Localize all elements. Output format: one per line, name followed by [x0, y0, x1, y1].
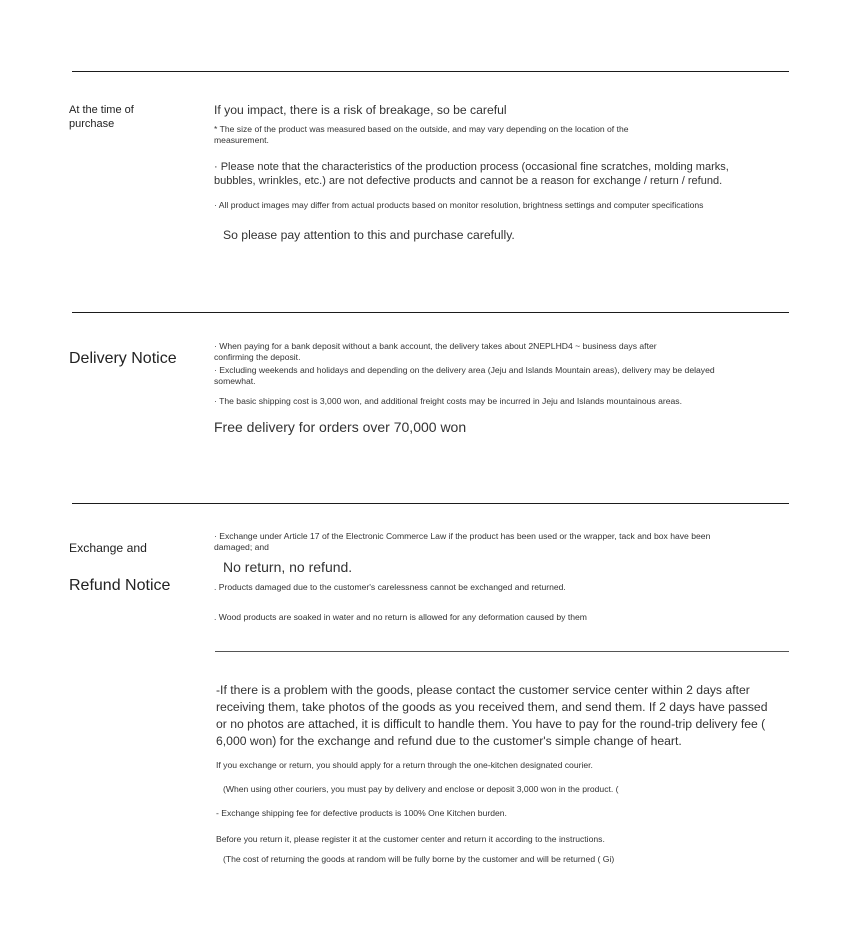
free-delivery-note: Free delivery for orders over 70,000 won — [214, 419, 467, 435]
characteristics-note: · Please note that the characteristics of the production process (occasional fine scratches, molding marks, bubbles, wrinkles, etc.) are not defective products and cannot be a reason for exchange / return / refund. — [214, 161, 729, 187]
exchange-label-line2: Refund Notice — [69, 577, 171, 594]
cost-random-note: (The cost of returning the goods at random will be fully borne by the customer and will be returned ( Gi) — [223, 854, 615, 864]
section-divider-delivery — [72, 312, 789, 313]
section-divider-top — [72, 71, 789, 72]
size-note: * The size of the product was measured based on the outside, and may vary depending on the location of the measurement. — [214, 124, 629, 145]
defective-fee-note: - Exchange shipping fee for defective products is 100% One Kitchen burden. — [216, 808, 507, 818]
bank-deposit-note: · When paying for a bank deposit without a bank account, the delivery takes about 2NEPLHD4 ~ business days after confirming the deposit. — [214, 341, 657, 362]
carelessness-note: . Products damaged due to the customer's carelessness cannot be exchanged and returned. — [214, 582, 566, 592]
no-return-note: No return, no refund. — [223, 559, 353, 575]
purchase-label-line2: purchase — [69, 118, 115, 130]
purchase-carefully-note: So please pay attention to this and purchase carefully. — [223, 228, 515, 242]
exchange-inner-divider — [215, 651, 789, 652]
exchange-label-line1: Exchange and — [69, 541, 147, 555]
delivery-section-label: Delivery Notice — [69, 350, 177, 367]
weekends-note: · Excluding weekends and holidays and depending on the delivery area (Jeju and Islands Mountain areas), delivery may be delayed somewhat. — [214, 365, 715, 386]
shipping-cost-note: · The basic shipping cost is 3,000 won, and additional freight costs may be incurred in Jeju and Islands mountainous areas. — [214, 396, 682, 406]
register-note: Before you return it, please register it at the customer center and return it according to the instructions. — [216, 834, 605, 844]
article17-note: · Exchange under Article 17 of the Electronic Commerce Law if the product has been used or the wrapper, tack and box have been damaged; and — [214, 531, 711, 552]
purchase-section-label — [69, 103, 189, 131]
wood-note: . Wood products are soaked in water and no return is allowed for any deformation caused by them — [214, 612, 587, 622]
breakage-warning: If you impact, there is a risk of breakage, so be careful — [214, 103, 507, 117]
courier-note: If you exchange or return, you should apply for a return through the one-kitchen designated courier. — [216, 760, 593, 770]
problem-note: -If there is a problem with the goods, please contact the customer service center within 2 days after receiving them, take photos of the goods as you received them, and send them. If 2 days have passed or no photos are attached, it is difficult to handle them. You have to pay for the round-trip delivery fee ( 6,000 won) for the exchange and refund due to the customer's simple change of heart. — [216, 683, 768, 748]
purchase-label-line1: At the time of — [69, 104, 134, 116]
section-divider-exchange — [72, 503, 789, 504]
other-couriers-note: (When using other couriers, you must pay by delivery and enclose or deposit 3,000 won in the product. ( — [223, 784, 619, 794]
images-note: · All product images may differ from actual products based on monitor resolution, brightness settings and computer specifications — [214, 200, 704, 210]
